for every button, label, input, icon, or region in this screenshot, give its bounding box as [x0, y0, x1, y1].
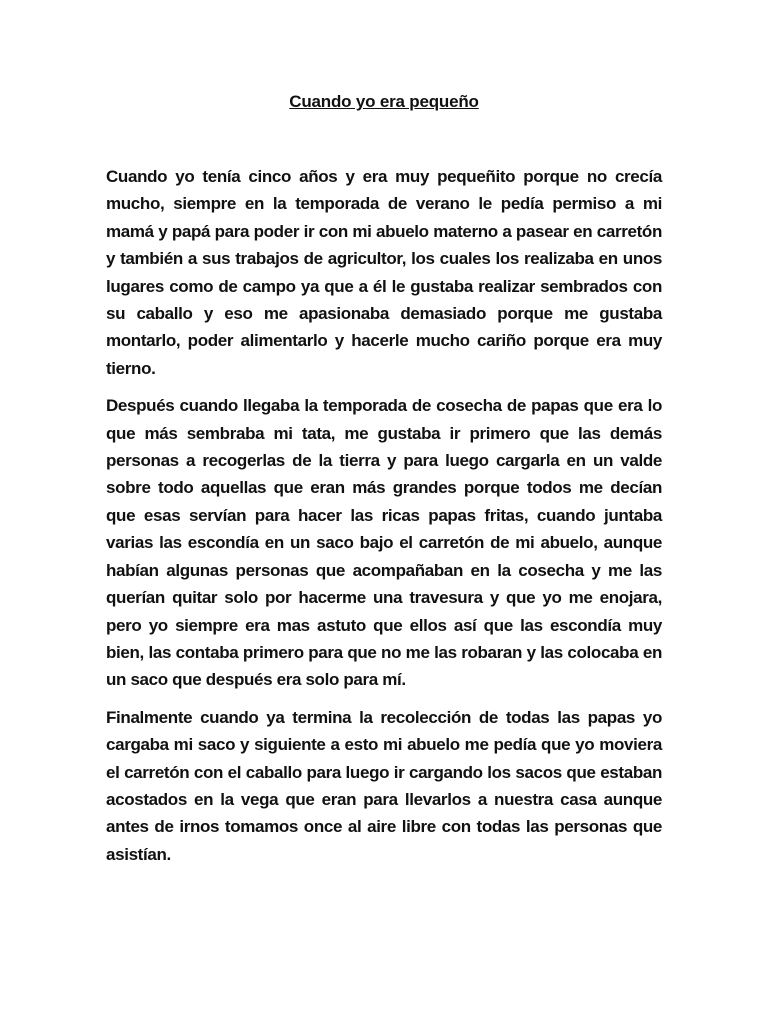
- paragraph-3: Finalmente cuando ya termina la recolección de todas las papas yo cargaba mi saco y siguiente a esto mi abuelo me pedía que yo moviera el carretón con el caballo para luego ir cargando los sacos que estaban acostados en la vega que eran para llevarlos a nuestra casa aunque antes de irnos tomamos once al aire libre con todas las personas que asistían.: [106, 707, 662, 864]
- document-body: [106, 163, 662, 878]
- paragraph-1: Cuando yo tenía cinco años y era muy pequeñito porque no crecía mucho, siempre en la temporada de verano le pedía permiso a mi mamá y papá para poder ir con mi abuelo materno a pasear en carretón y también a sus trabajos de agricultor, los cuales los realizaba en unos lugares como de campo ya que a él le gustaba realizar sembrados con su caballo y eso me apasionaba demasiado porque me gustaba montarlo, poder alimentarlo y hacerle mucho cariño porque era muy tierno.: [106, 167, 662, 378]
- document-title: Cuando yo era pequeño: [289, 92, 479, 111]
- paragraph-2: Después cuando llegaba la temporada de cosecha de papas que era lo que más sembraba mi tata, me gustaba ir primero que las demás personas a recogerlas de la tierra y para luego cargarla en un valde sobre todo aquellas que eran más grandes porque todos me decían que esas servían para hacer las ricas papas fritas, cuando juntaba varias las escondía en un saco bajo el carretón de mi abuelo, aunque habían algunas personas que acompañaban en la cosecha y me las querían quitar solo por hacerme una travesura y que yo me enojara, pero yo siempre era mas astuto que ellos así que las escondía muy bien, las contaba primero para que no me las robaran y las colocaba en un saco que después era solo para mí.: [106, 396, 662, 690]
